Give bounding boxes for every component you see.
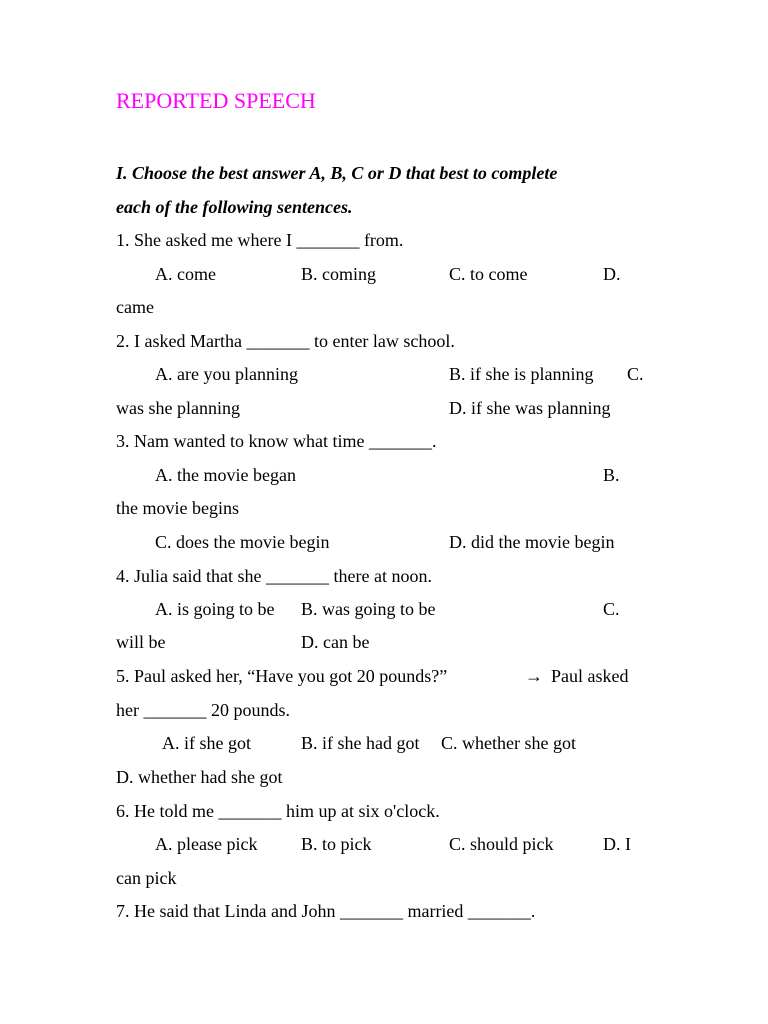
question-2-option-c: C.	[627, 364, 644, 384]
question-5-option-a: A. if she got	[162, 733, 251, 753]
question-3-option-b: B.	[603, 465, 620, 485]
question-4-option-b: B. was going to be	[301, 599, 436, 619]
question-5-stem-tail	[525, 665, 628, 687]
question-2-option-c-wrap: was she planning	[116, 398, 240, 418]
question-2-option-b: B. if she is planning	[449, 364, 594, 384]
question-1-wrap: came	[116, 297, 154, 317]
arrow-right-icon: →	[525, 666, 543, 686]
instruction-line-2: each of the following sentences.	[116, 197, 353, 217]
page-title: REPORTED SPEECH	[116, 88, 316, 113]
question-1-option-b: B. coming	[301, 264, 376, 284]
question-1-option-a: A. come	[155, 264, 216, 284]
question-5-option-d: D. whether had she got	[116, 767, 283, 787]
question-3-stem: 3. Nam wanted to know what time _______.	[116, 431, 437, 451]
question-6-option-c: C. should pick	[449, 834, 554, 854]
question-5-stem: 5. Paul asked her, “Have you got 20 pounds?”	[116, 666, 448, 686]
question-3-option-d: D. did the movie begin	[449, 532, 615, 552]
question-2-option-d: D. if she was planning	[449, 398, 611, 418]
question-6-option-b: B. to pick	[301, 834, 372, 854]
question-3-option-b-wrap: the movie begins	[116, 498, 239, 518]
question-3-option-c: C. does the movie begin	[155, 532, 330, 552]
question-4-stem: 4. Julia said that she _______ there at noon.	[116, 566, 432, 586]
question-5-option-b: B. if she had got	[301, 733, 420, 753]
question-4-option-a: A. is going to be	[155, 599, 275, 619]
instruction-line-1: I. Choose the best answer A, B, C or D that best to complete	[116, 163, 558, 183]
question-5-stem-tail-text: Paul asked	[551, 666, 629, 686]
question-6-option-a: A. please pick	[155, 834, 258, 854]
question-3-option-a: A. the movie began	[155, 465, 296, 485]
question-2-option-a: A. are you planning	[155, 364, 298, 384]
question-1-stem: 1. She asked me where I _______ from.	[116, 230, 404, 250]
question-6-option-d-wrap: can pick	[116, 868, 177, 888]
question-1-option-d: D.	[603, 264, 621, 284]
question-1-option-c: C. to come	[449, 264, 528, 284]
question-5-stem-line-2: her _______ 20 pounds.	[116, 700, 290, 720]
question-6-stem: 6. He told me _______ him up at six o'clock.	[116, 801, 440, 821]
question-7-stem: 7. He said that Linda and John _______ married _______.	[116, 901, 536, 921]
question-5-option-c: C. whether she got	[441, 733, 576, 753]
question-4-option-c: C.	[603, 599, 620, 619]
question-2-stem: 2. I asked Martha _______ to enter law school.	[116, 331, 455, 351]
question-4-option-d: D. can be	[301, 632, 370, 652]
question-4-option-c-wrap: will be	[116, 632, 166, 652]
question-6-option-d: D. I	[603, 834, 631, 854]
